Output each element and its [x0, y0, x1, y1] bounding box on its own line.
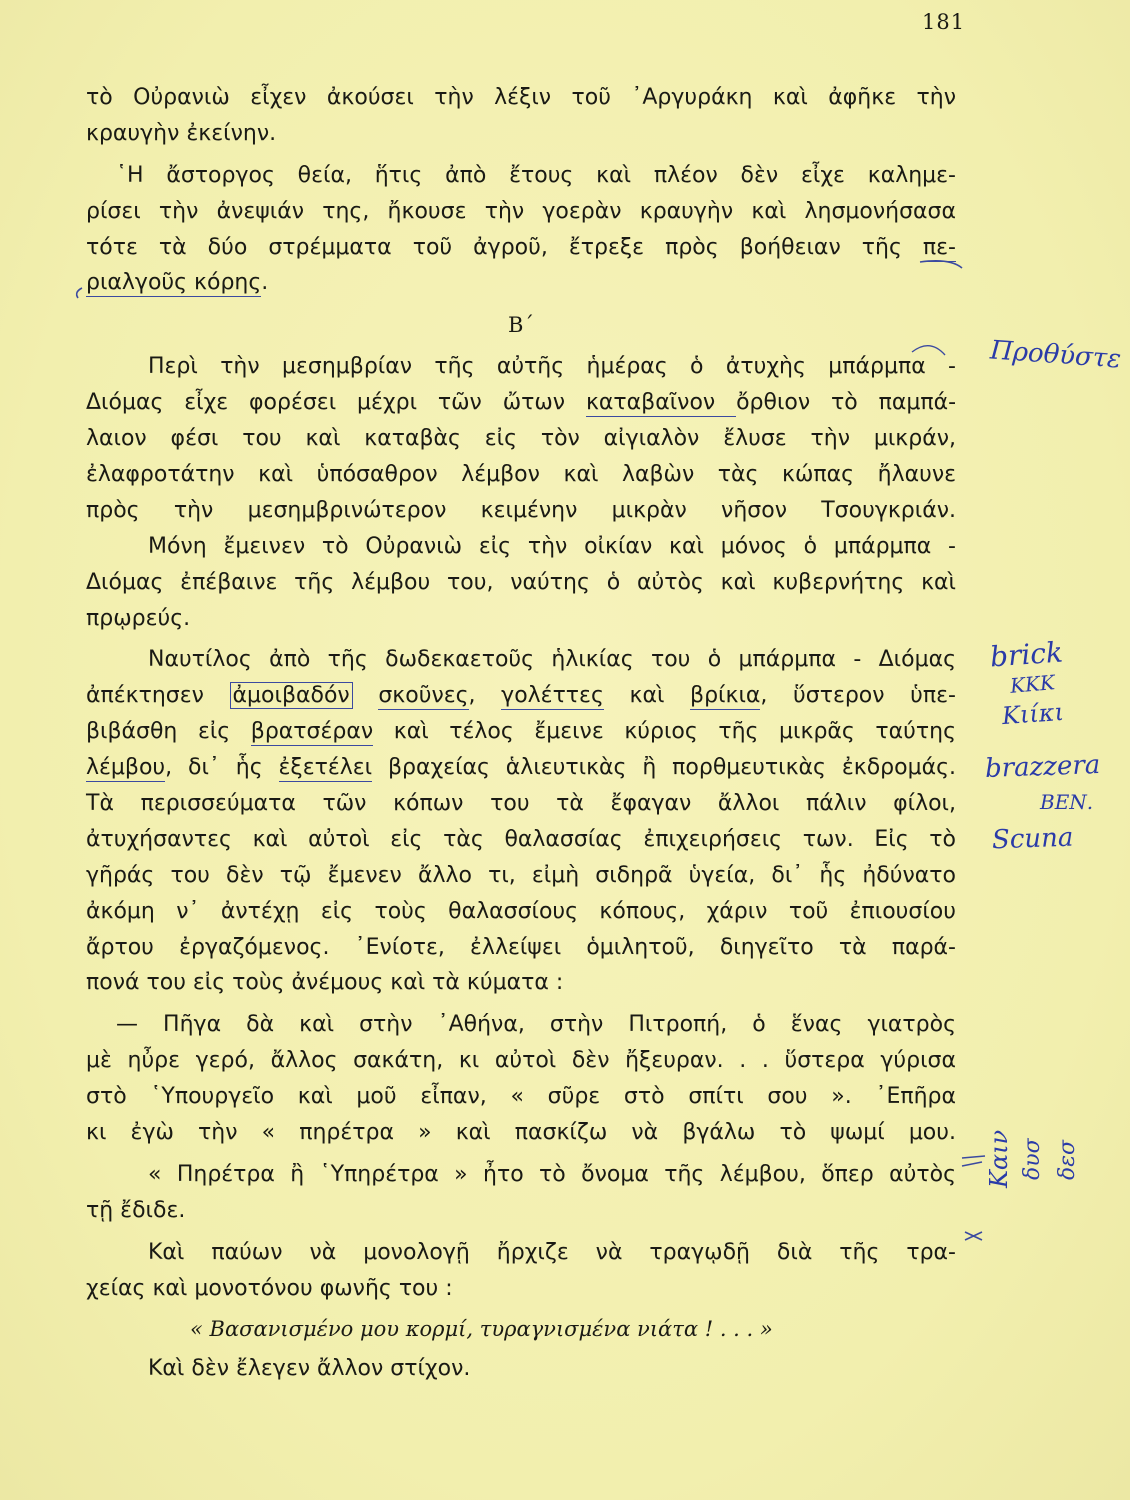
text-line: Καὶ δὲν ἔλεγεν ἄλλον στίχον.	[148, 1355, 471, 1381]
margin-note: ΒΕΝ.	[1040, 790, 1094, 814]
underlined-word: γολέττες	[501, 683, 604, 709]
margin-note: δυσ	[1020, 1138, 1045, 1180]
text-line: ἀκόμη ν᾿ ἀντέχῃ εἰς τοὺς θαλασσίους κόπους, χάριν τοῦ ἐπιουσίου	[86, 898, 956, 924]
text-line: Διόμας ἐπέβαινε τῆς λέμβου του, ναύτης ὁ αὐτὸς καὶ κυβερνήτης καὶ	[86, 569, 956, 595]
underlined-word: πε-	[922, 234, 956, 260]
text-run: ὄρθιον τὸ παμπά-	[736, 390, 957, 416]
text-run: βραχείας ἁλιευτικὰς ἢ πορθμευτικὰς ἐκδρομάς.	[372, 755, 956, 781]
text-line: πρὸς τὴν μεσημβρινώτερον κειμένην μικρὰν νῆσον Τσουγκριάν.	[86, 497, 956, 523]
text-line: κι ἐγὼ τὴν « πηρέτρα » καὶ πασκίζω νὰ βγάλω τὸ ψωμί μου.	[86, 1120, 956, 1146]
text-run: , δι᾿ ἧς	[165, 755, 279, 781]
underlined-word: σκοῦνες	[378, 683, 469, 709]
text-line: χείας καὶ μονοτόνου φωνῆς του :	[86, 1275, 453, 1301]
pen-stroke	[912, 346, 945, 355]
margin-note: ΚΚΚ	[1009, 670, 1056, 698]
text-run: καὶ	[603, 683, 691, 709]
text-line: — Πῆγα δὰ καὶ στὴν ᾿Αθήνα, στὴν Πιτροπή, ὁ ἕνας γιατρὸς	[116, 1012, 956, 1038]
text-line: ρίσει τὴν ἀνεψιάν της, ἤκουσε τὴν γοερὰν κραυγὴν καὶ λησμονήσασα	[86, 198, 956, 224]
text-line: Τὰ περισσεύματα τῶν κόπων του τὰ ἔφαγαν ἄλλοι πάλιν φίλοι,	[86, 791, 956, 817]
section-mark: Β΄	[508, 313, 534, 338]
song-verse: « Βασανισμένο μου κορμί, τυραγνισμένα νιάτα ! . . . »	[190, 1316, 773, 1341]
text-run: καὶ τέλος ἔμεινε κύριος τῆς μικρᾶς ταύτης	[373, 719, 956, 745]
text-line: ῾Η ἄστοργος θεία, ἥτις ἀπὸ ἔτους καὶ πλέον δὲν εἶχε καλημε-	[116, 162, 956, 188]
text-line: Μόνη ἔμεινεν τὸ Οὐρανιὼ εἰς τὴν οἰκίαν καὶ μόνος ὁ μπάρμπα -	[148, 533, 956, 559]
text-line: λαιον φέσι του καὶ καταβὰς εἰς τὸν αἰγιαλὸν ἔλυσε τὴν μικράν,	[86, 426, 956, 452]
page-number: 181	[922, 10, 966, 34]
text-line: στὸ ῾Υπουργεῖο καὶ μοῦ εἶπαν, « σῦρε στὸ σπίτι σου ». ᾿Επῆρα	[86, 1084, 956, 1110]
text-line: « Πηρέτρα ἢ ῾Υπηρέτρα » ἦτο τὸ ὄνομα τῆς λέμβου, ὅπερ αὐτὸς	[148, 1161, 956, 1187]
pen-stroke	[77, 288, 82, 298]
text-line: τὸ Οὐρανιὼ εἶχεν ἀκούσει τὴν λέξιν τοῦ ᾿Αργυράκη καὶ ἀφῆκε τὴν	[86, 85, 956, 110]
underlined-word: λέμβου	[86, 755, 166, 781]
text-line: τῇ ἔδιδε.	[86, 1197, 186, 1223]
margin-note: δεσ	[1055, 1139, 1080, 1180]
text-line: κραυγὴν ἐκείνην.	[86, 120, 277, 146]
pen-stroke	[965, 1232, 982, 1240]
margin-note: Κιίκι	[1001, 697, 1065, 731]
text-run: τότε τὰ δύο στρέμματα τοῦ ἀγροῦ, ἔτρεξε πρὸς βοήθειαν τῆς	[86, 234, 923, 260]
text-line: ἐλαφροτάτην καὶ ὑπόσαθρον λέμβον καὶ λαβὼν τὰς κώπας ἤλαυνε	[86, 462, 956, 488]
text-line: Περὶ τὴν μεσημβρίαν τῆς αὐτῆς ἡμέρας ὁ ἀτυχὴς μπάρμπα -	[148, 354, 956, 380]
margin-note: brick	[988, 635, 1064, 674]
text-run: ,	[468, 683, 502, 709]
underlined-word: βρίκια	[690, 683, 761, 709]
text-line: γῆράς του δὲν τῷ ἔμενεν ἄλλο τι, εἰμὴ σιδηρᾶ ὑγεία, δι᾿ ἧς ἠδύνατο	[86, 862, 956, 888]
underlined-word: βρατσέραν	[250, 719, 374, 745]
underlined-word: ἐξετέλει	[278, 755, 373, 781]
text-run: , ὕστερον ὑπε-	[760, 683, 956, 709]
margin-note: Καιν	[985, 1129, 1013, 1188]
text-line: ἄρτου ἐργαζόμενος. ᾿Ενίοτε, ἐλλείψει ὁμιλητοῦ, διηγεῖτο τὰ παρά-	[86, 934, 956, 960]
pen-stroke	[920, 261, 962, 268]
text-run: βιβάσθη εἰς	[86, 719, 251, 745]
underlined-word: καταβαῖνον	[585, 390, 737, 416]
text-run: ἀπέκτησεν	[86, 683, 230, 709]
text-line: Καὶ παύων νὰ μονολογῇ ἤρχιζε νὰ τραγῳδῇ διὰ τῆς τρα-	[148, 1239, 956, 1265]
margin-note: Προθύστε	[989, 335, 1123, 375]
text-line: Ναυτίλος ἀπὸ τῆς δωδεκαετοῦς ἡλικίας του ὁ μπάρμπα - Διόμας	[148, 647, 956, 673]
text-line: μὲ ηὖρε γερό, ἄλλος σακάτη, κι αὐτοὶ δὲν ἤξευραν. . . ὕστερα γύρισα	[86, 1048, 956, 1074]
boxed-word: ἀμοιβαδόν	[230, 682, 353, 709]
text-line: ἀτυχήσαντες καὶ αὐτοὶ εἰς τὰς θαλασσίας ἐπιχειρήσεις των. Εἰς τὸ	[86, 826, 956, 852]
text-run: .	[261, 270, 269, 296]
text-run: Διόμας εἶχε φορέσει μέχρι τῶν ὤτων	[86, 390, 586, 416]
pen-stroke	[962, 1156, 985, 1166]
margin-note: Scuna	[991, 822, 1074, 856]
underlined-word: ριαλγοῦς κόρης	[86, 270, 262, 296]
text-line: πονά του εἰς τοὺς ἀνέμους καὶ τὰ κύματα :	[86, 970, 564, 996]
margin-note: brazzera	[984, 749, 1101, 785]
text-line: πρῳρεύς.	[86, 605, 191, 631]
